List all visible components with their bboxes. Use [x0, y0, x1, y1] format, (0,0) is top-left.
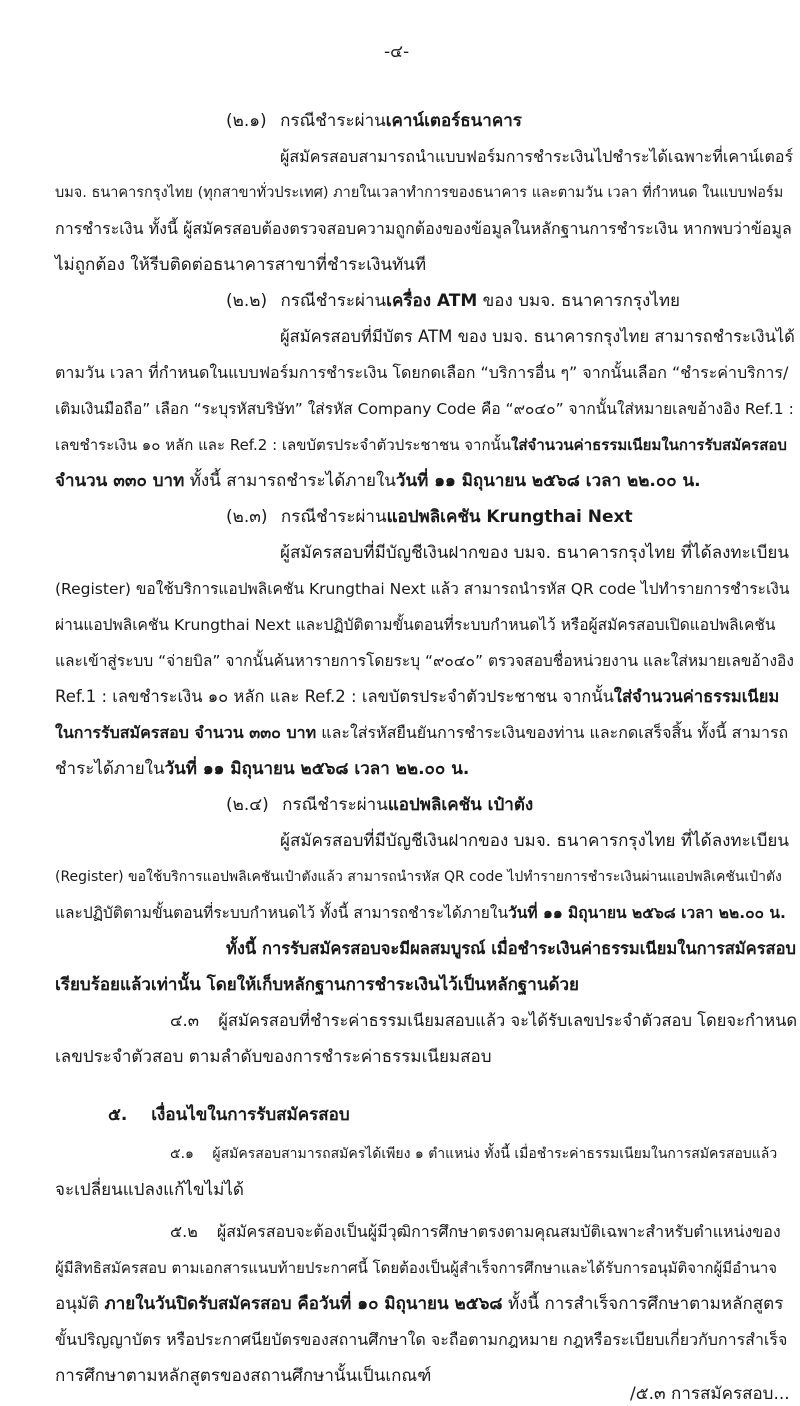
- heading-emphasis: แอปพลิเคชัน Krungthai Next: [386, 507, 633, 527]
- section-2-1-line: ไม่ถูกต้อง ให้รีบติดต่อธนาคารสาขาที่ชำระเงินทันที: [55, 255, 427, 275]
- section-5-2-line: ขั้นปริญญาบัตร หรือประกาศนียบัตรของสถานศึกษาใด จะถือตามกฎหมาย กฎหรือระเบียบเกี่ยวกับการสำเร็จ: [55, 1330, 788, 1349]
- section-5-2-line: ผู้มีสิทธิสมัครสอบ ตามเอกสารแนบท้ายประกาศนี้ โดยต้องเป็นผู้สำเร็จการศึกษาและได้รับการอนุมัติจากผู้มีอำนาจ: [55, 1259, 778, 1277]
- section-2-4-line: [55, 901, 786, 925]
- heading-text: กรณีชำระผ่าน: [280, 291, 387, 311]
- section-2-4-line: ผู้สมัครสอบที่มีบัญชีเงินฝากของ บมจ. ธนาคารกรุงไทย ที่ได้ลงทะเบียน: [280, 831, 789, 851]
- section-2-1-line: ผู้สมัครสอบสามารถนำแบบฟอร์มการชำระเงินไปชำระได้เฉพาะที่เคาน์เตอร์: [280, 147, 794, 166]
- section-number: (๒.๓): [226, 507, 268, 527]
- section-2-4-line: (Register) ขอใช้บริการแอปพลิเคชันเป๋าตังแล้ว สามารถนำรหัส QR code ไปทำรายการชำระเงินผ่านแอปพลิเคชันเป๋าตัง: [55, 869, 782, 885]
- section-2-2-heading: [226, 289, 680, 313]
- section-number: ๔.๓: [170, 1011, 200, 1030]
- section-5-heading: [108, 1103, 350, 1127]
- section-2-3-heading: [226, 505, 633, 529]
- section-5-2-line: [170, 1220, 781, 1244]
- emphasis-run: วันที่ ๑๑ มิถุนายน ๒๕๖๘ เวลา ๒๒.๐๐ น.: [164, 759, 470, 779]
- completion-note-line: ทั้งนี้ การรับสมัครสอบจะมีผลสมบูรณ์ เมื่อชำระเงินค่าธรรมเนียมในการสมัครสอบ: [226, 939, 797, 958]
- text-run: Ref.1 : เลขชำระเงิน ๑๐ หลัก และ Ref.2 : เลขบัตรประจำตัวประชาชน จากนั้น: [55, 687, 614, 706]
- section-2-3-line: [55, 757, 469, 781]
- section-number: (๒.๒): [226, 291, 268, 311]
- text-run: และใส่รหัสยืนยันการชำระเงินของท่าน และกดเสร็จสิ้น ทั้งนี้ สามารถ: [321, 723, 789, 742]
- section-number: ๕.๒: [170, 1222, 198, 1241]
- text-run: ผู้สมัครสอบจะต้องเป็นผู้มีวุฒิการศึกษาตรงตามคุณสมบัติเฉพาะสำหรับตำแหน่งของ: [216, 1222, 781, 1241]
- continuation-marker: /๕.๓ การสมัครสอบ...: [630, 1384, 790, 1404]
- emphasis-run: ใส่จำนวนค่าธรรมเนียมในการรับสมัครสอบ: [511, 436, 787, 454]
- heading-emphasis: เครื่อง ATM: [386, 291, 478, 311]
- text-run: ทั้งนี้ สามารถชำระได้ภายใน: [189, 471, 396, 491]
- section-number: (๒.๑): [226, 111, 267, 131]
- section-2-1-heading: [226, 109, 522, 133]
- heading-text: เงื่อนไขในการรับสมัครสอบ: [151, 1105, 350, 1125]
- emphasis-run: วันที่ ๑๑ มิถุนายน ๒๕๖๘ เวลา ๒๒.๐๐ น.: [395, 471, 701, 491]
- section-number: ๕.: [108, 1105, 128, 1125]
- section-2-3-line: [55, 685, 779, 709]
- emphasis-run: ใส่จำนวนค่าธรรมเนียม: [613, 687, 780, 706]
- section-2-2-line: ผู้สมัครสอบที่มีบัตร ATM ของ บมจ. ธนาคารกรุงไทย สามารถชำระเงินได้: [280, 327, 795, 346]
- completion-note-line: เรียบร้อยแล้วเท่านั้น โดยให้เก็บหลักฐานการชำระเงินไว้เป็นหลักฐานด้วย: [55, 975, 580, 995]
- emphasis-run: ในการรับสมัครสอบ จำนวน ๓๓๐ บาท: [55, 723, 317, 742]
- text-run: ชำระได้ภายใน: [55, 759, 165, 779]
- section-2-3-line: ผ่านแอปพลิเคชัน Krungthai Next และปฏิบัติตามขั้นตอนที่ระบบกำหนดไว้ หรือผู้สมัครสอบเปิดแอปพลิเคชัน: [55, 616, 776, 634]
- heading-text: กรณีชำระผ่าน: [280, 111, 386, 131]
- heading-emphasis: เคาน์เตอร์ธนาคาร: [385, 111, 522, 131]
- text-run: ผู้สมัครสอบสามารถสมัครได้เพียง ๑ ตำแหน่ง ทั้งนี้ เมื่อชำระค่าธรรมเนียมในการสมัครสอบแล้ว: [212, 1146, 778, 1162]
- heading-emphasis: แอปพลิเคชัน เป๋าตัง: [387, 795, 534, 815]
- section-2-2-line: [55, 433, 787, 457]
- section-2-1-line: บมจ. ธนาคารกรุงไทย (ทุกสาขาทั่วประเทศ) ภายในเวลาทำการของธนาคาร และตามวัน เวลา ที่กำหนด ในแบบฟอร์ม: [55, 185, 784, 201]
- section-2-3-line: (Register) ขอใช้บริการแอปพลิเคชัน Krungthai Next แล้ว สามารถนำรหัส QR code ไปทำรายการชำระเงิน: [55, 580, 790, 598]
- section-2-2-line: ตามวัน เวลา ที่กำหนดในแบบฟอร์มการชำระเงิน โดยกดเลือก “บริการอื่น ๆ” จากนั้นเลือก “ชำระค่าบริการ/: [55, 363, 789, 382]
- section-2-3-line: [55, 721, 788, 745]
- section-2-3-line: และเข้าสู่ระบบ “จ่ายบิล” จากนั้นค้นหารายการโดยระบุ “๙๐๔๐” ตรวจสอบชื่อหน่วยงาน และใส่หมายเลขอ้างอิง: [55, 652, 794, 670]
- section-5-1-line: จะเปลี่ยนแปลงแก้ไขไม่ได้: [55, 1180, 244, 1200]
- section-2-3-line: ผู้สมัครสอบที่มีบัญชีเงินฝากของ บมจ. ธนาคารกรุงไทย ที่ได้ลงทะเบียน: [280, 543, 789, 563]
- section-4-3-line: [170, 1009, 797, 1033]
- section-4-3-line: เลขประจำตัวสอบ ตามลำดับของการชำระค่าธรรมเนียมสอบ: [55, 1047, 492, 1067]
- text-run: และปฏิบัติตามขั้นตอนที่ระบบกำหนดไว้ ทั้งนี้ สามารถชำระได้ภายใน: [55, 904, 509, 922]
- section-2-2-line: เติมเงินมือถือ” เลือก “ระบุรหัสบริษัท” ใส่รหัส Company Code คือ “๙๐๔๐” จากนั้นใส่หมายเลขอ้างอิง Ref.1 :: [55, 400, 794, 418]
- emphasis-run: วันที่ ๑๑ มิถุนายน ๒๕๖๘ เวลา ๒๒.๐๐ น.: [508, 904, 786, 922]
- heading-text: กรณีชำระผ่าน: [280, 507, 387, 527]
- section-5-2-line: [55, 1292, 783, 1316]
- emphasis-run: ภายในวันปิดรับสมัครสอบ คือวันที่ ๑๐ มิถุนายน ๒๕๖๘: [104, 1294, 503, 1314]
- section-number: ๕.๑: [170, 1146, 194, 1162]
- section-2-1-line: การชำระเงิน ทั้งนี้ ผู้สมัครสอบต้องตรวจสอบความถูกต้องของข้อมูลในหลักฐานการชำระเงิน หากพบว่าข้อมูล: [55, 219, 792, 238]
- section-5-2-line: การศึกษาตามหลักสูตรของสถานศึกษานั้นเป็นเกณฑ์: [55, 1366, 432, 1386]
- text-run: เลขชำระเงิน ๑๐ หลัก และ Ref.2 : เลขบัตรประจำตัวประชาชน จากนั้น: [55, 436, 512, 454]
- text-run: ผู้สมัครสอบที่ชำระค่าธรรมเนียมสอบแล้ว จะได้รับเลขประจำตัวสอบ โดยจะกำหนด: [218, 1011, 798, 1030]
- section-number: (๒.๔): [226, 795, 269, 815]
- heading-text: กรณีชำระผ่าน: [282, 795, 388, 815]
- section-2-4-heading: [226, 793, 533, 817]
- emphasis-run: จำนวน ๓๓๐ บาท: [55, 471, 185, 491]
- heading-text: ของ บมจ. ธนาคารกรุงไทย: [482, 291, 681, 311]
- page-number: -๔-: [384, 42, 410, 62]
- text-run: อนุมัติ: [55, 1294, 100, 1314]
- text-run: ทั้งนี้ การสำเร็จการศึกษาตามหลักสูตร: [507, 1294, 784, 1314]
- section-5-1-line: [170, 1142, 777, 1166]
- section-2-2-line: [55, 469, 701, 493]
